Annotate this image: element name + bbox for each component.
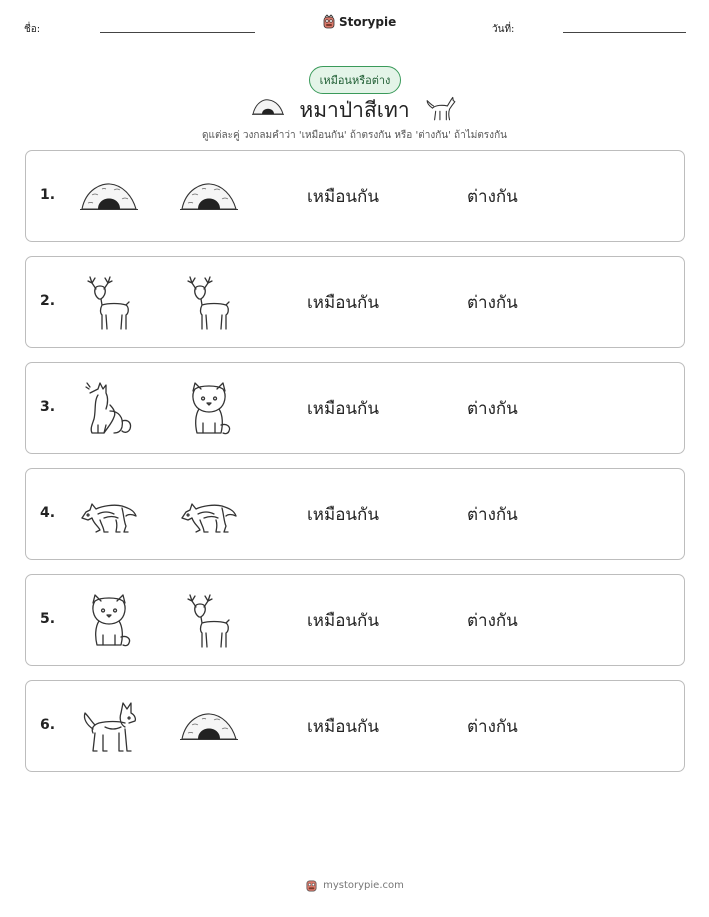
footer-site-link[interactable]: mystorypie.com: [323, 880, 404, 891]
different-option[interactable]: ต่างกัน: [467, 505, 518, 525]
brand-name: Storypie: [339, 15, 397, 29]
same-option[interactable]: เหมือนกัน: [307, 505, 379, 525]
wolf-pup-icon: [180, 381, 238, 437]
question-number: 4.: [40, 505, 56, 521]
deer-icon: [180, 593, 238, 649]
instructions: ดูแต่ละคู่ วงกลมคำว่า 'เหมือนกัน' ถ้าตรงกัน หรือ 'ต่างกัน' ถ้าไม่ตรงกัน: [202, 130, 507, 141]
cave-icon: [80, 169, 138, 225]
cave-icon: [180, 169, 238, 225]
name-line[interactable]: [100, 32, 255, 33]
question-number: 6.: [40, 717, 56, 733]
question-row: [25, 680, 685, 772]
worksheet-header: [0, 12, 709, 42]
same-option[interactable]: เหมือนกัน: [307, 187, 379, 207]
crouching-wolf-icon: [180, 487, 238, 543]
page-title: หมาป่าสีเทา: [299, 98, 410, 122]
different-option[interactable]: ต่างกัน: [467, 399, 518, 419]
footer: [0, 878, 709, 893]
question-row: [25, 468, 685, 560]
question-row: [25, 574, 685, 666]
storypie-mascot-icon: [322, 14, 336, 30]
same-option[interactable]: เหมือนกัน: [307, 399, 379, 419]
wolf-icon: [425, 92, 457, 122]
date-line[interactable]: [563, 32, 686, 33]
deer-icon: [180, 275, 238, 331]
different-option[interactable]: ต่างกัน: [467, 293, 518, 313]
title-area: [0, 92, 709, 126]
cave-icon: [180, 699, 238, 755]
howling-wolf-icon: [80, 381, 138, 437]
date-label: วันที่:: [492, 24, 515, 35]
name-label: ชื่อ:: [24, 24, 41, 35]
same-option[interactable]: เหมือนกัน: [307, 611, 379, 631]
question-row: [25, 150, 685, 242]
storypie-mascot-icon: [305, 878, 318, 893]
different-option[interactable]: ต่างกัน: [467, 717, 518, 737]
different-option[interactable]: ต่างกัน: [467, 611, 518, 631]
standing-wolf-icon: [80, 699, 138, 755]
question-number: 2.: [40, 293, 56, 309]
question-number: 1.: [40, 187, 56, 203]
deer-icon: [80, 275, 138, 331]
question-row: [25, 256, 685, 348]
question-number: 3.: [40, 399, 56, 415]
brand-logo: [322, 14, 396, 30]
same-option[interactable]: เหมือนกัน: [307, 293, 379, 313]
question-number: 5.: [40, 611, 56, 627]
worksheet-type-badge: เหมือนหรือต่าง: [309, 66, 401, 94]
same-option[interactable]: เหมือนกัน: [307, 717, 379, 737]
different-option[interactable]: ต่างกัน: [467, 187, 518, 207]
crouching-wolf-icon: [80, 487, 138, 543]
question-row: [25, 362, 685, 454]
question-list: [25, 150, 685, 786]
wolf-pup-icon: [80, 593, 138, 649]
